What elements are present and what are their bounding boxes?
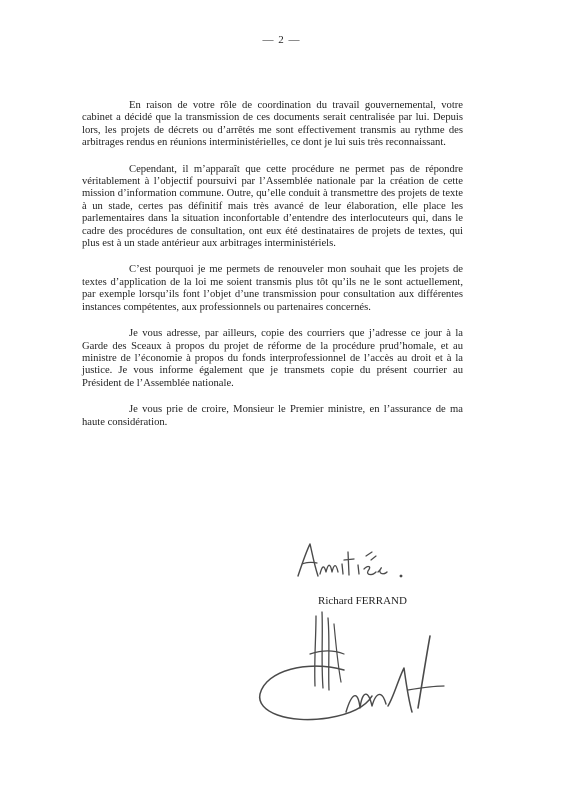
letter-body [82, 100, 463, 443]
paragraph-procedure: Cependant, il m’apparaît que cette procédure ne permet pas de répondre véritablement à l’objectif poursuivi par l’Assemblée nationale par la création de cette mission d’information commune. Outre, qu’elle conduit à transmettre des projets de texte à un stade, certes pas définitif mais très avancé de leur élaboration, elle place les parlementaires dans la situation inconfortable d’entendre des interlocuteurs qui, dans le cadre des procédures de consultation, ont eux été destinataires de projets de textes, qui plus est à un stade antérieur aux arbitrages interministériels. [82, 163, 463, 250]
handwritten-signoff [292, 538, 412, 586]
paragraph-request: C’est pourquoi je me permets de renouveler mon souhait que les projets de textes d’application de la loi me soient transmis plus tôt qu’ils ne le sont actuellement, par exemple lorsqu’ils font l’objet d’une transmission pour consultation aux différentes instances compétentes, aux professionnels ou partenaires concernés. [82, 264, 463, 313]
paragraph-copies: Je vous adresse, par ailleurs, copie des courriers que j’adresse ce jour à la Garde des Sceaux à propos du projet de réforme de la procédure prud’homale, et au ministre de l’économie à propos du fonds interprofessionnel de l’accès au droit et à la justice. Je vous informe également que je transmets copie du présent courrier au Président de l’Assemblée nationale. [82, 328, 463, 389]
signature [248, 608, 460, 750]
paragraph-closing: Je vous prie de croire, Monsieur le Premier ministre, en l’assurance de ma haute considération. [82, 404, 463, 428]
signer-name: Richard FERRAND [318, 595, 407, 607]
page-number: — 2 — [262, 34, 301, 46]
paragraph-coordination: En raison de votre rôle de coordination du travail gouvernemental, votre cabinet a décidé que la transmission de ces documents serait centralisée par lui. Depuis lors, les projets de décrets ou d’arrêtés me sont effectivement transmis au rythme des arbitrages rendus en réunions interministérielles, ce dont je lui suis très reconnaissant. [82, 100, 463, 149]
